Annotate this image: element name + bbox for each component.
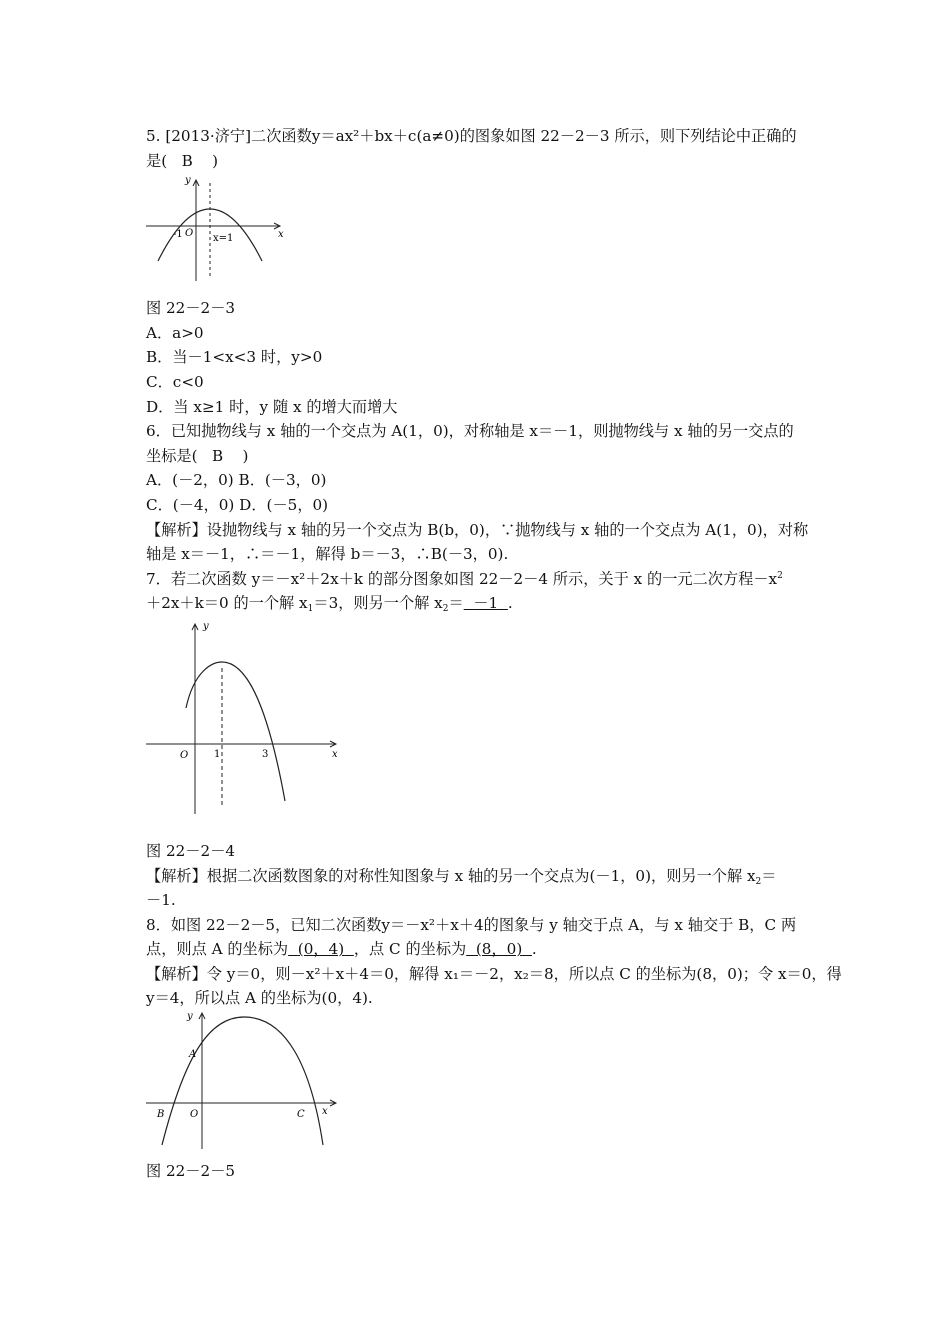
q6-answer: B <box>211 446 224 465</box>
q5-function: y＝ax²＋bx＋c(a≠0) <box>311 127 460 145</box>
q6-options-row-1: A．(－2，0) B．(－3，0) <box>146 471 327 490</box>
q8-period: . <box>531 940 537 959</box>
figure-22-2-4-graph <box>146 616 346 821</box>
q5-text-b: 的图象如图 22－2－3 所示，则下列结论中正确的 <box>459 127 797 145</box>
figure-22-2-5-graph <box>146 1011 346 1153</box>
q6-line-1: 6．已知抛物线与 x 轴的一个交点为 A(1，0)，对称轴是 x＝－1，则抛物线与 x 轴的另一交点的 <box>146 422 794 441</box>
document-page <box>146 124 842 1184</box>
q7-analysis-line-1: 【解析】根据二次函数图象的对称性知图象与 x 轴的另一个交点为(－1，0)，则另一个解 $x_2=$ <box>146 866 777 887</box>
y-label: y <box>187 1011 193 1023</box>
parabola <box>162 1017 323 1145</box>
point-a-label: A <box>189 1049 197 1061</box>
q8-answer-c-blank <box>466 940 532 958</box>
q7-text-d: ＝3，则另一个解 x <box>313 594 443 613</box>
q7-text-c: ＋2x＋k＝0 的一个解 x <box>146 594 308 613</box>
q8-text-b: 的图象与 y 轴交于点 A，与 x 轴交于 B，C 两 <box>483 915 797 934</box>
q5-paren-open: 是( <box>146 151 168 170</box>
q5-paren-close: ) <box>212 151 219 170</box>
figure-22-2-3-graph <box>146 173 306 288</box>
q8-analysis-line-2: y＝4，所以点 A 的坐标为(0，4). <box>146 989 373 1008</box>
figure-22-2-3 <box>146 173 810 288</box>
q8-answer-c: (8，0) <box>475 940 523 959</box>
q6-analysis-line-1: 【解析】设抛物线与 x 轴的另一个交点为 B(b，0)，∵抛物线与 x 轴的一个交点为 A(1，0)，对称 <box>146 520 809 539</box>
q7-answer: －1 <box>473 594 499 613</box>
origin-label: O <box>185 228 194 240</box>
origin-label: O <box>180 749 189 761</box>
tick-1-label: 1 <box>214 748 221 760</box>
q7-period: . <box>507 594 513 613</box>
q5-line-1: 5. [2013·济宁]二次函数y＝ax²＋bx＋c(a≠0)的图象如图 22－2－3 所示，则下列结论中正确的 <box>146 127 797 145</box>
q7-answer-blank <box>464 594 508 612</box>
y-label: y <box>203 620 209 632</box>
q5-number: 5 <box>146 127 156 145</box>
x-label: x <box>332 748 338 760</box>
symmetry-label: x=1 <box>213 233 234 245</box>
q7-text-a: 7．若二次函数 <box>146 569 252 588</box>
q5-option-b: B．当－1<x<3 时，y>0 <box>146 348 323 367</box>
q8-caption: 图 22－2－5 <box>146 1162 236 1181</box>
q7-function: y＝－x²＋2x＋k <box>251 569 364 588</box>
q5-option-c: C．c<0 <box>146 372 204 391</box>
point-c-label: C <box>297 1109 305 1121</box>
q8-text-a: 8．如图 22－2－5，已知二次函数 <box>146 915 382 934</box>
y-label: y <box>185 175 191 187</box>
q8-line-2 <box>146 937 810 962</box>
point-b-label: B <box>157 1109 165 1121</box>
q5-text-a: 二次函数 <box>251 127 312 145</box>
parabola <box>186 662 285 801</box>
q6-analysis-line-2: 轴是 x＝－1，∴＝－1，解得 b＝－3，∴B(－3，0). <box>146 545 509 564</box>
q6-paren-open: 坐标是( <box>146 446 198 465</box>
q8-analysis-line-1: 【解析】令 y＝0，则－x²＋x＋4＝0，解得 x₁＝－2，x₂＝8，所以点 C 的坐标为(8，0)；令 x＝0，得 <box>146 964 842 983</box>
q7-text-e: ＝ <box>448 594 464 613</box>
q5-option-a: A．a>0 <box>146 323 204 342</box>
q8-text-c: 点，则点 A 的坐标为 <box>146 940 289 959</box>
q8-function: y＝－x²＋x＋4 <box>381 915 484 934</box>
q5-caption: 图 22－2－3 <box>146 299 236 318</box>
q8-text-d: ，点 C 的坐标为 <box>353 940 467 959</box>
q8-answer-a-blank <box>288 940 354 958</box>
x-label: x <box>322 1106 328 1118</box>
minus-one-label: -1 <box>173 229 183 241</box>
q6-options-row-2: C．(－4，0) D．(－5，0) <box>146 495 329 514</box>
figure-22-2-4 <box>146 616 810 821</box>
tick-3-label: 3 <box>262 748 269 760</box>
q7-caption: 图 22－2－4 <box>146 841 236 860</box>
q5-source: [2013·济宁] <box>165 127 252 145</box>
q7-text-b: 的部分图象如图 22－2－4 所示，关于 x 的一元二次方程－x <box>363 569 778 588</box>
q7-analysis-equals: ＝ <box>761 866 777 885</box>
x-label: x <box>278 229 284 241</box>
q5-option-d: D．当 x≥1 时，y 随 x 的增大而增大 <box>146 397 398 416</box>
origin-label: O <box>190 1109 199 1121</box>
q8-answer-a: (0，4) <box>297 940 345 959</box>
q7-analysis-line-2: －1. <box>146 891 176 910</box>
figure-22-2-5 <box>146 1011 810 1153</box>
q7-line-2: ＋2x＋k＝0 的一个解 $x_1=3$，则另一个解 $x_2= -1$ . <box>146 594 513 615</box>
q7-line-1: 7．若二次函数 y＝－x²＋2x＋k 的部分图象如图 22－2－4 所示，关于 x 的一元二次方程$-x^2$ <box>146 569 783 588</box>
q5-line-2 <box>146 149 810 174</box>
q5-answer: B <box>181 151 193 170</box>
q8-line-1 <box>146 913 810 938</box>
q7-analysis-text: 【解析】根据二次函数图象的对称性知图象与 x 轴的另一个交点为(－1，0)，则另一个解 x <box>146 866 756 885</box>
q6-line-2 <box>146 444 810 469</box>
q6-paren-close: ) <box>242 446 249 465</box>
